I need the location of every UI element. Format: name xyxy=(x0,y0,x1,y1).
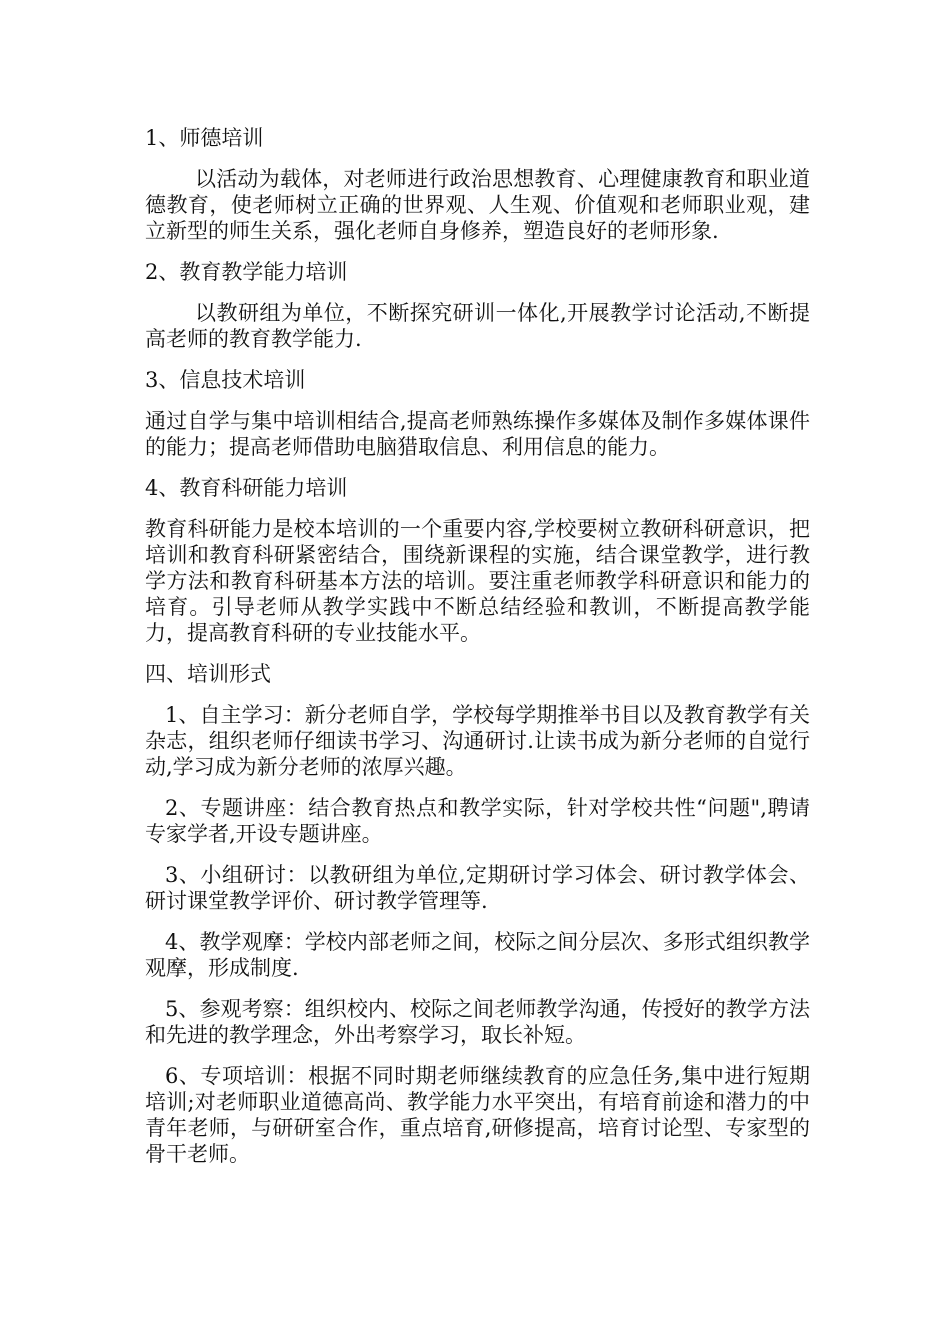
section-heading-teaching-ability: 2、教育教学能力培训 xyxy=(145,260,348,284)
paragraph-research: 教育科研能力是校本培训的一个重要内容,学校要树立教研科研意识，把培训和教育科研紧密结合，围绕新课程的实施，结合课堂教学，进行教学方法和教育科研基本方法的培训。要注重老师教学科研意识和能力的培育。引导老师从教学实践中不断总结经验和教训，不断提高教学能力，提高教育科研的专业技能水平。 xyxy=(145,517,810,645)
paragraph-lectures: 2、专题讲座：结合教育热点和教学实际，针对学校共性“问题",聘请专家学者,开设专题讲座。 xyxy=(145,796,810,846)
paragraph-ethics: 以活动为载体，对老师进行政治思想教育、心理健康教育和职业道德教育，使老师树立正确的世界观、人生观、价值观和老师职业观，建立新型的师生关系，强化老师自身修养，塑造良好的老师形象. xyxy=(145,167,810,243)
section-heading-it: 3、信息技术培训 xyxy=(145,368,306,392)
paragraph-special-training: 6、专项培训：根据不同时期老师继续教育的应急任务,集中进行短期培训;对老师职业道德高尚、教学能力水平突出，有培育前途和潜力的中青年老师，与研研室合作，重点培育,研修提高，培育讨论型、专家型的骨干老师。 xyxy=(145,1064,810,1166)
paragraph-visits: 5、参观考察：组织校内、校际之间老师教学沟通，传授好的教学方法和先进的教学理念，外出考察学习，取长补短。 xyxy=(145,997,810,1047)
paragraph-group-discussion: 3、小组研讨：以教研组为单位,定期研讨学习体会、研讨教学体会、研讨课堂教学评价、研讨教学管理等. xyxy=(145,863,810,913)
section-heading-research: 4、教育科研能力培训 xyxy=(145,476,348,500)
document-body xyxy=(145,125,810,1182)
paragraph-observation: 4、教学观摩：学校内部老师之间，校际之间分层次、多形式组织教学观摩，形成制度. xyxy=(145,930,810,980)
paragraph-self-study: 1、自主学习：新分老师自学，学校每学期推举书目以及教育教学有关杂志，组织老师仔细读书学习、沟通研讨.让读书成为新分老师的自觉行动,学习成为新分老师的浓厚兴趣。 xyxy=(145,703,810,779)
section-heading-ethics: 1、师德培训 xyxy=(145,126,264,150)
paragraph-teaching-ability: 以教研组为单位，不断探究研训一体化,开展教学讨论活动,不断提高老师的教育教学能力. xyxy=(145,301,810,351)
paragraph-it: 通过自学与集中培训相结合,提高老师熟练操作多媒体及制作多媒体课件的能力；提高老师借助电脑猎取信息、利用信息的能力。 xyxy=(145,409,810,459)
section-heading-training-forms: 四、培训形式 xyxy=(145,662,271,686)
